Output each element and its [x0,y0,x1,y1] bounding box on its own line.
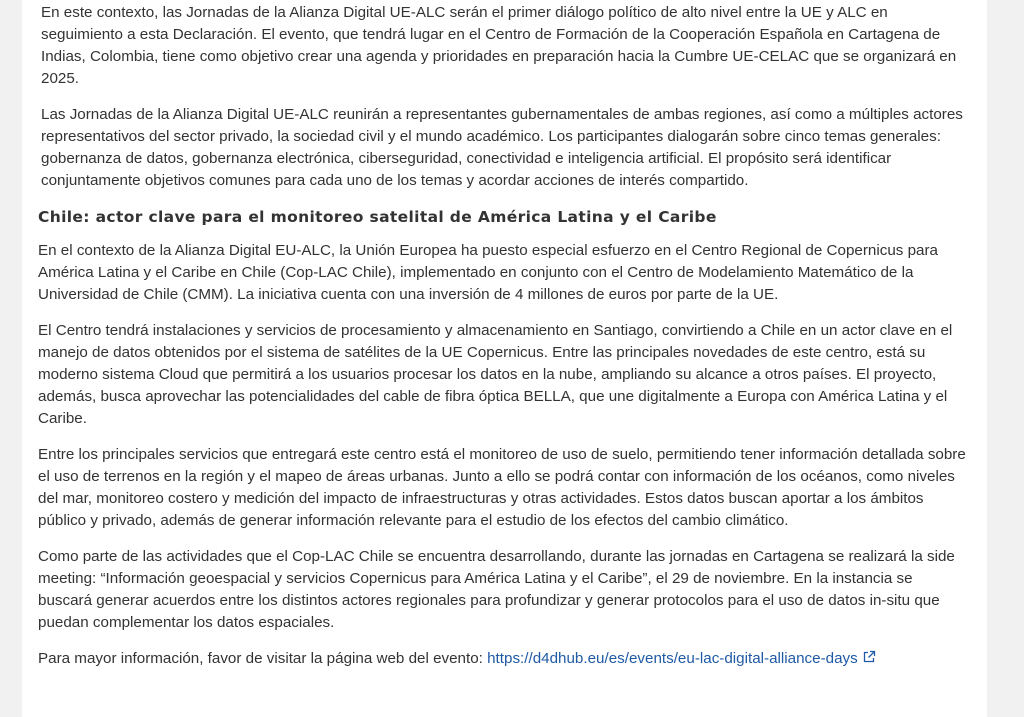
section-heading: Chile: actor clave para el monitoreo satelital de América Latina y el Caribe [38,208,717,226]
external-link-icon[interactable] [862,650,876,664]
paragraph-side-meeting: Como parte de las actividades que el Cop-LAC Chile se encuentra desarrollando, durante las jornadas en Cartagena se realizará la side meeting: “Información geoespacial y servicios Copernicus para América Latina y el Caribe”, el 29 de noviembre. En la instancia se buscará generar acuerdos entre los distintos actores regionales para profundizar y generar protocolos para el uso de datos in-situ que puedan complementar los datos espaciales. [38,548,955,631]
paragraph-services: Entre los principales servicios que entregará este centro está el monitoreo de uso de suelo, permitiendo tener información detallada sobre el uso de terrenos en la región y el mapeo de áreas urbanas. Junto a ello se podrá contar con información de los océanos, como niveles del mar, monitoreo costero y medición del impacto de infraestructuras y otras actividades. Estos datos buscan aportar a los ámbitos público y privado, además de generar información relevante para el estudio de los efectos del cambio climático. [38,446,966,529]
paragraph-jornadas: Las Jornadas de la Alianza Digital UE-ALC reunirán a representantes gubernamentales de ambas regiones, así como a múltiples actores representativos del sector privado, la sociedad civil y el mundo académico. Los participantes dialogarán sobre cinco temas generales: gobernanza de datos, gobernanza electrónica, ciberseguridad, conectividad e inteligencia artificial. El propósito será identificar conjuntamente objetivos comunes para cada uno de los temas y acordar acciones de interés compartido. [41,106,963,189]
paragraph-context: En este contexto, las Jornadas de la Alianza Digital UE-ALC serán el primer diálogo político de alto nivel entre la UE y ALC en seguimiento a esta Declaración. El evento, que tendrá lugar en el Centro de Formación de la Cooperación Española en Cartagena de Indias, Colombia, tiene como objetivo crear una agenda y prioridades en preparación hacia la Cumbre UE-CELAC que se organizará en 2025. [41,4,957,87]
paragraph-more-info [38,648,968,670]
more-info-text: Para mayor información, favor de visitar la página web del evento: [38,650,488,667]
article-body [38,2,968,684]
event-website-link[interactable] [487,650,876,667]
paragraph-installations: El Centro tendrá instalaciones y servicios de procesamiento y almacenamiento en Santiago, convirtiendo a Chile en un actor clave en el manejo de datos obtenidos por el sistema de satélites de la UE Copernicus. Entre las principales novedades de este centro, está su moderno sistema Cloud que permitirá a los usuarios procesar los datos en la nube, ampliando su alcance a otros países. El proyecto, además, busca aprovechar las potencialidades del cable de fibra óptica BELLA, que une digitalmente a Europa con América Latina y el Caribe. [38,322,953,427]
event-website-link-text[interactable]: https://d4dhub.eu/es/events/eu-lac-digital-alliance-days [487,650,858,667]
article-page [22,0,987,717]
paragraph-copernicus-centre: En el contexto de la Alianza Digital EU-ALC, la Unión Europea ha puesto especial esfuerzo en el Centro Regional de Copernicus para América Latina y el Caribe en Chile (Cop-LAC Chile), implementado en conjunto con el Centro de Modelamiento Matemático de la Universidad de Chile (CMM). La iniciativa cuenta con una inversión de 4 millones de euros por parte de la UE. [38,242,938,303]
